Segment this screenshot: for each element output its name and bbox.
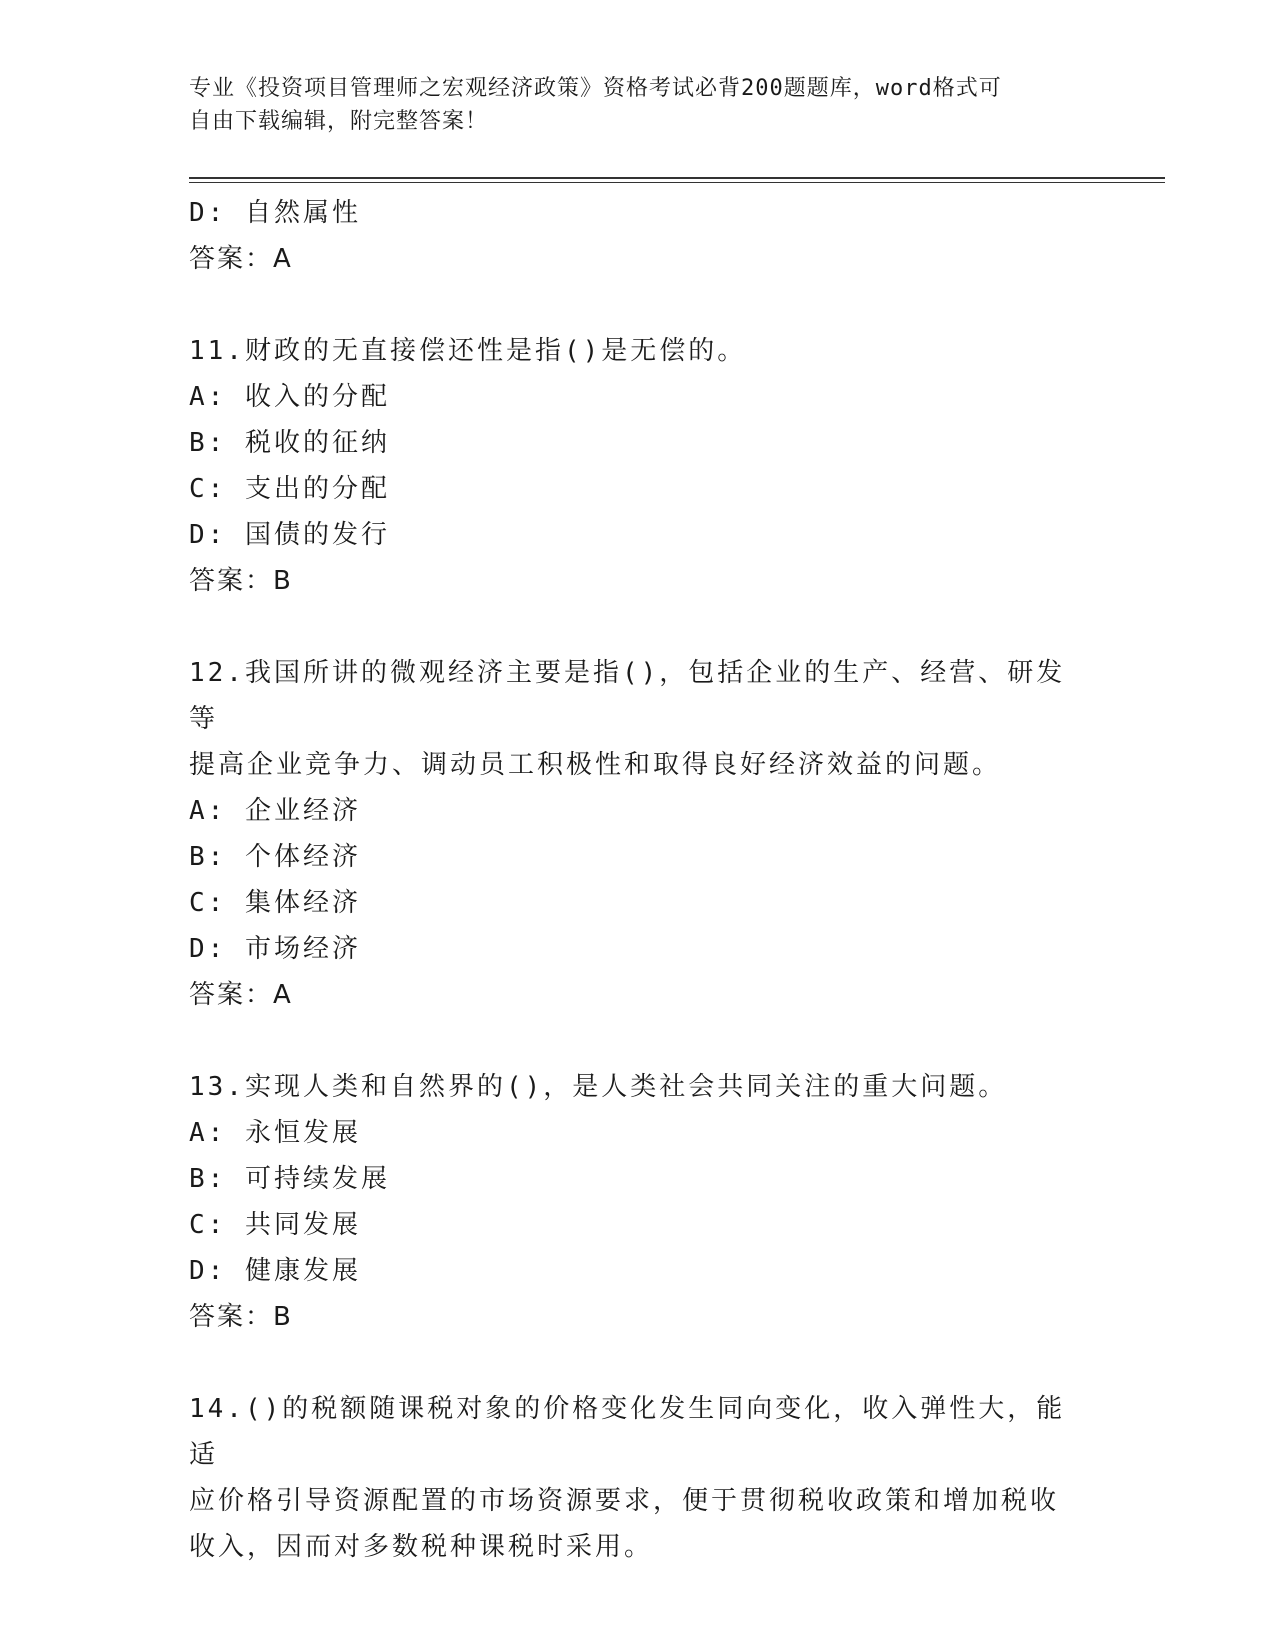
- question-stem-line-2: 提高企业竞争力、调动员工积极性和取得良好经济效益的问题。: [189, 750, 1002, 780]
- question-13: [189, 1064, 1089, 1340]
- option-c: C: 集体经济: [189, 888, 361, 918]
- header-title-line-2: 自由下载编辑，附完整答案！: [189, 109, 489, 134]
- question-12: [189, 650, 1089, 1018]
- option-c: C: 共同发展: [189, 1210, 361, 1240]
- header-title-line-1: 专业《投资项目管理师之宏观经济政策》资格考试必背200题题库，word格式可: [189, 76, 1002, 101]
- spacer: [189, 282, 1089, 328]
- answer-line: 答案：B: [189, 566, 293, 596]
- header-divider: [189, 177, 1165, 183]
- option-a: A: 企业经济: [189, 796, 361, 826]
- option-c: C: 支出的分配: [189, 474, 390, 504]
- question-14: [189, 1386, 1089, 1570]
- option-a: A: 收入的分配: [189, 382, 390, 412]
- question-stem: 11.财政的无直接偿还性是指()是无偿的。: [189, 336, 747, 366]
- option-b: B: 个体经济: [189, 842, 361, 872]
- question-content: [189, 190, 1089, 1570]
- option-d: D: 自然属性: [189, 198, 361, 228]
- question-stem: 13.实现人类和自然界的()，是人类社会共同关注的重大问题。: [189, 1072, 1008, 1102]
- spacer: [189, 1018, 1089, 1064]
- option-d: D: 健康发展: [189, 1256, 361, 1286]
- option-a: A: 永恒发展: [189, 1118, 361, 1148]
- option-d: D: 国债的发行: [189, 520, 390, 550]
- spacer: [189, 1340, 1089, 1386]
- option-b: B: 税收的征纳: [189, 428, 390, 458]
- question-stem-line-1: 12.我国所讲的微观经济主要是指()，包括企业的生产、经营、研发等: [189, 658, 1066, 734]
- option-d: D: 市场经济: [189, 934, 361, 964]
- question-11: [189, 328, 1089, 604]
- answer-line: 答案：A: [189, 980, 293, 1010]
- question-stem-line-1: 14.()的税额随课税对象的价格变化发生同向变化，收入弹性大，能适: [189, 1394, 1066, 1470]
- option-b: B: 可持续发展: [189, 1164, 390, 1194]
- answer-line: 答案：B: [189, 1302, 293, 1332]
- question-stem-line-3: 收入，因而对多数税种课税时采用。: [189, 1532, 654, 1562]
- answer-line: 答案：A: [189, 244, 293, 274]
- page-header: [189, 72, 1089, 138]
- question-stem-line-2: 应价格引导资源配置的市场资源要求，便于贯彻税收政策和增加税收: [189, 1486, 1060, 1516]
- spacer: [189, 604, 1089, 650]
